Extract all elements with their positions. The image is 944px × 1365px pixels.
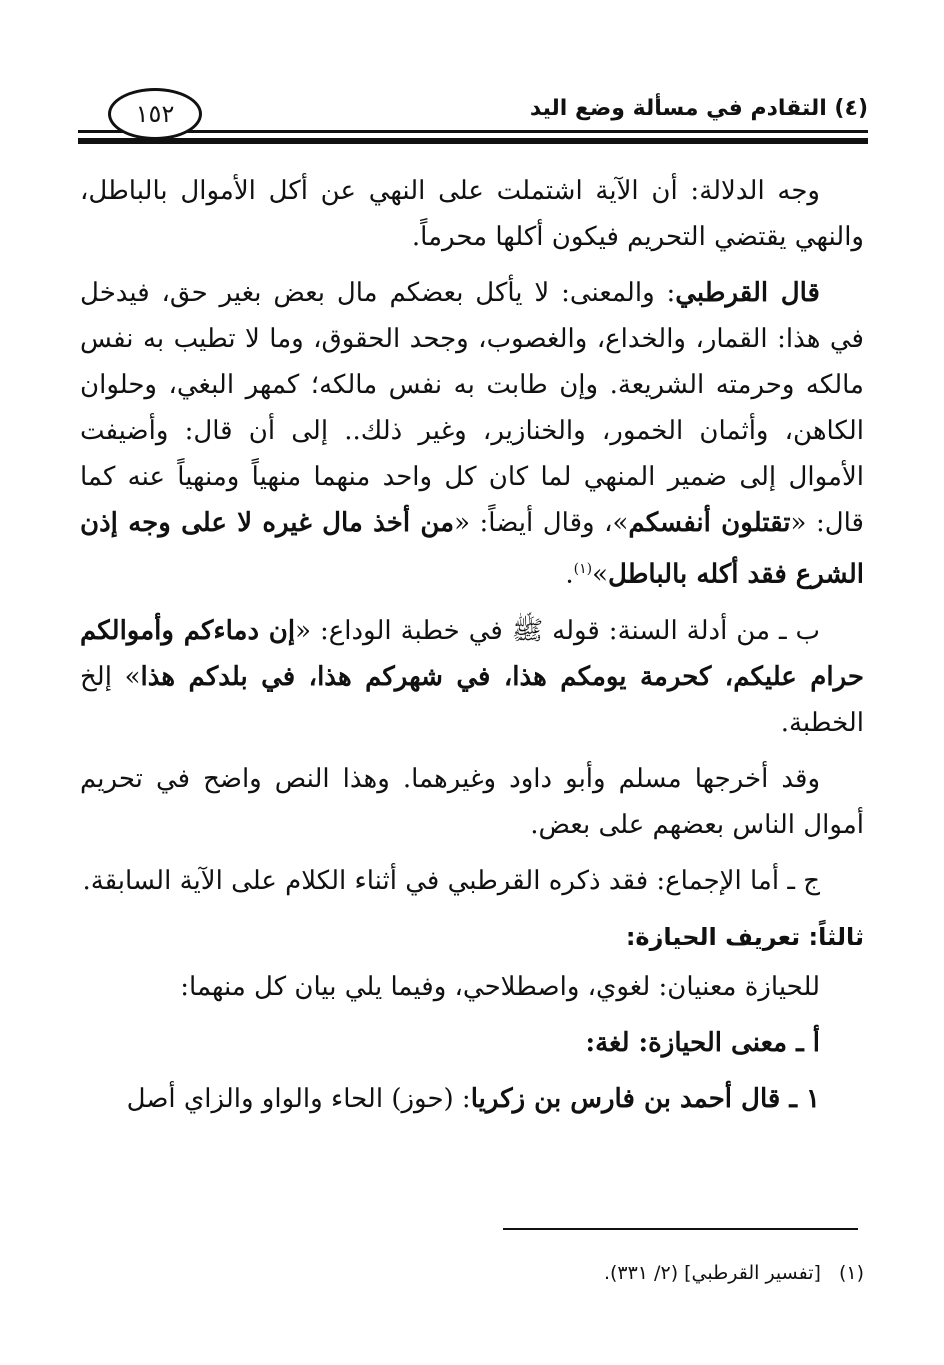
quote-akhadha: من أخذ مال غيره لا على وجه إذن الشرع فقد أكله بالباطل [80, 508, 864, 590]
sunnah-end: » إلخ الخطبة. [80, 661, 864, 738]
paragraph-ibn-faris [80, 1076, 864, 1122]
page-number: ١٥٢ [108, 88, 202, 140]
quote-anfusakum: تقتلون أنفسكم [628, 508, 791, 538]
footnote-separator [82, 1228, 858, 1230]
qurtubi-lead: قال القرطبي [675, 278, 820, 308]
paragraph-hadith-source: وقد أخرجها مسلم وأبو داود وغيرهما. وهذا النص واضح في تحريم أموال الناس بعضهم على بعض. [80, 763, 864, 840]
qurtubi-mid: »، وقال أيضاً: « [454, 508, 629, 538]
header-rule-thick [78, 138, 868, 144]
paragraph-evidence: وجه الدلالة: أن الآية اشتملت على النهي عن أكل الأموال بالباطل، والنهي يقتضي التحريم فيكون أكلها محرماً. [80, 176, 864, 252]
paragraph-qurtubi [80, 270, 864, 598]
ibn-faris-lead: ١ ـ قال أحمد بن فارس بن زكريا [470, 1083, 820, 1114]
ibn-faris-text: : (حوز) الحاء والواو والزاي أصل [126, 1083, 471, 1114]
footnote-number: (١) [838, 1262, 864, 1284]
paragraph-two-meanings: للحيازة معنيان: لغوي، واصطلاحي، وفيما يلي بيان كل منهما: [180, 971, 820, 1002]
subheading-linguistic: أ ـ معنى الحيازة: لغة: [585, 1027, 820, 1058]
paragraph-sunnah [80, 608, 864, 746]
footnote-text: [تفسير القرطبي] (٢/ ٣٣١). [603, 1262, 821, 1284]
header-rule [78, 130, 868, 133]
paragraph-ijma: ج ـ أما الإجماع: فقد ذكره القرطبي في أثناء الكلام على الآية السابقة. [82, 865, 820, 896]
qurtubi-tail: . [565, 559, 574, 590]
qurtubi-text: : والمعنى: لا يأكل بعضكم مال بعض بغير حق، فيدخل في هذا: القمار، والخداع، والغصوب، وجحد الحقوق، وما لا تطيب به نفس مالكه وحرمته الشريعة. وإن طابت به نفس مالكه؛ كمهر البغي، وحلوان الكاهن، وأثمان الخمور، والخنازير، وغير ذلك.. إلى أن قال: وأضيفت الأموال إلى ضمير المنهي لما كان كل واحد منهما منهياً ومنهياً عنه كما قال: « [80, 278, 864, 538]
footnote [604, 1262, 864, 1284]
running-title: (٤) التقادم في مسألة وضع اليد [529, 96, 868, 121]
body-text [80, 168, 864, 1132]
quote-khutba: إن دماءكم وأموالكم حرام عليكم، كحرمة يومكم هذا، في شهركم هذا، في بلدكم هذا [80, 615, 864, 692]
section-heading: ثالثاً: تعريف الحيازة: [625, 922, 864, 951]
page-header [78, 88, 868, 148]
footnote-ref: (١) [573, 561, 593, 577]
sunnah-text: ب ـ من أدلة السنة: قوله ﷺ في خطبة الوداع: « [295, 615, 821, 646]
qurtubi-end: » [592, 559, 609, 590]
